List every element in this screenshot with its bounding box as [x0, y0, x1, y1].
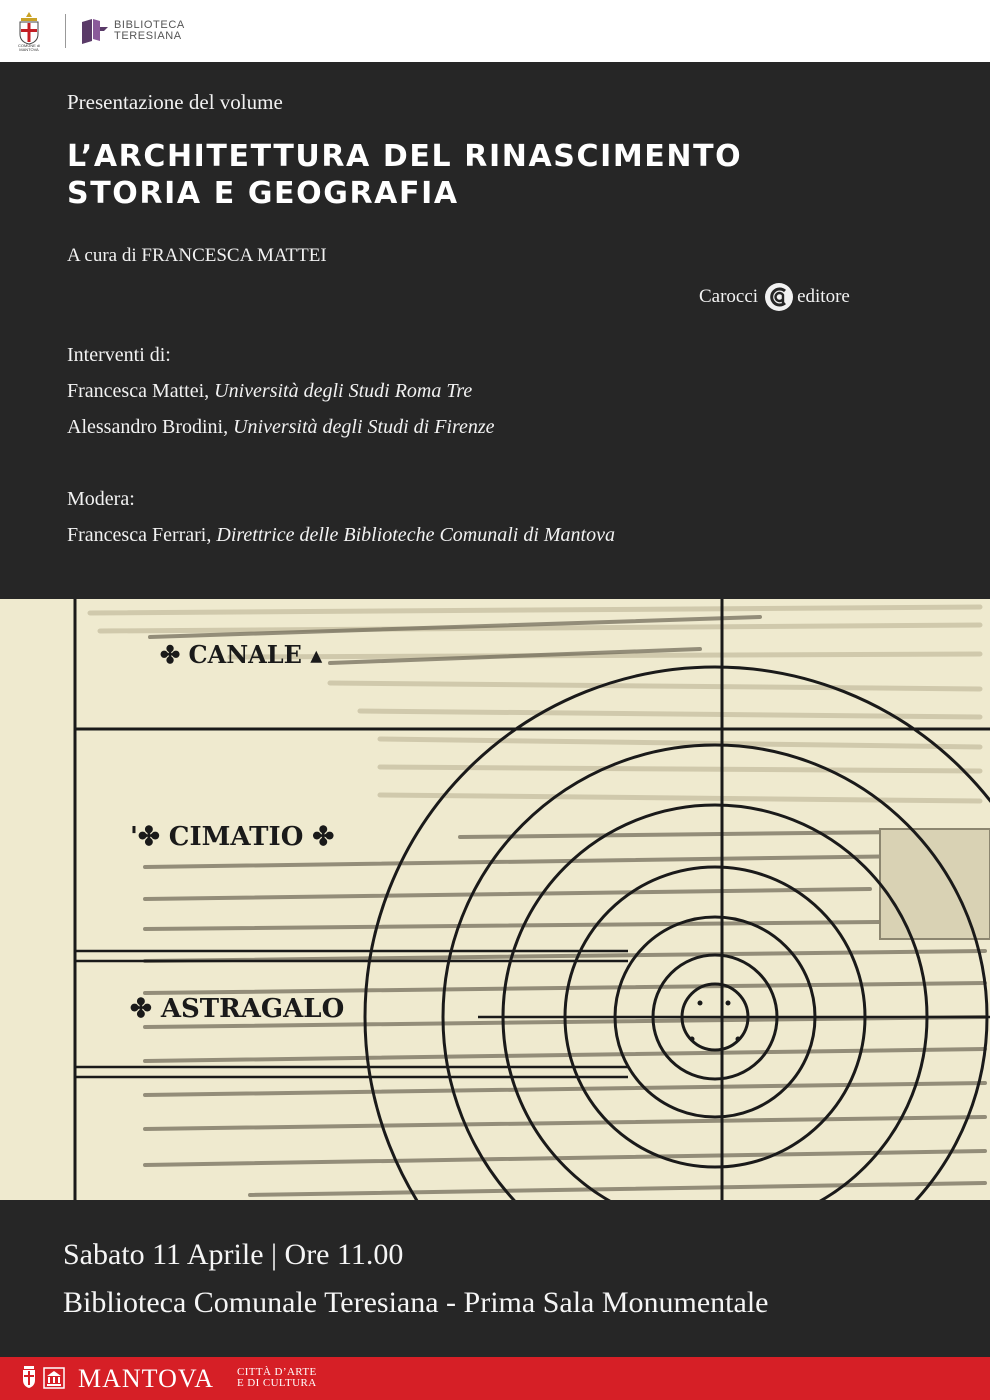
moderator-label: Modera:	[67, 488, 135, 510]
mantova-brand-bar	[0, 1357, 990, 1400]
moderator-affiliation: Direttrice delle Biblioteche Comunali di Mantova	[216, 524, 615, 546]
speaker-name: Alessandro Brodini,	[67, 416, 229, 438]
speaker-affiliation: Università degli Studi Roma Tre	[214, 380, 473, 402]
speaker-row	[67, 409, 495, 445]
wordmark-line-2: TERESIANA	[114, 30, 182, 42]
speaker-affiliation: Università degli Studi di Firenze	[233, 416, 495, 438]
moderator-block	[67, 481, 615, 553]
speakers-label: Interventi di:	[67, 344, 171, 366]
engraving-label-cimatio: '✤ CIMATIO ✤	[130, 822, 335, 852]
engraving-label-canale: ✤ CANALE ▴	[160, 640, 323, 669]
mantova-tagline	[237, 1367, 317, 1389]
speaker-name: Francesca Mattei,	[67, 380, 210, 402]
book-title	[67, 138, 742, 212]
title-line-2: STORIA E GEOGRAFIA	[67, 176, 459, 211]
moderator-name: Francesca Ferrari,	[67, 524, 212, 546]
tagline-line-2: E DI CULTURA	[237, 1377, 317, 1389]
speaker-row	[67, 373, 495, 409]
top-logo-bar	[0, 0, 990, 62]
event-date-time: Sabato 11 Aprile | Ore 11.00	[63, 1238, 404, 1271]
publisher-right: editore	[797, 286, 850, 307]
speakers-block	[67, 337, 495, 445]
biblioteca-teresiana-logo-icon	[80, 18, 110, 44]
event-header	[0, 62, 990, 599]
logo-divider	[65, 14, 66, 48]
mantova-crest-icon	[22, 1366, 36, 1390]
editor-line: A cura di FRANCESCA MATTEI	[67, 245, 327, 266]
publisher-logo	[699, 280, 850, 314]
volute-engraving-image	[0, 599, 990, 1200]
publisher-left: Carocci	[699, 286, 759, 307]
event-venue: Biblioteca Comunale Teresiana - Prima Sala Monumentale	[63, 1286, 769, 1319]
kicker: Presentazione del volume	[67, 90, 283, 114]
volute-diagram	[0, 599, 990, 1200]
title-line-1: L’ARCHITETTURA DEL RINASCIMENTO	[67, 139, 743, 174]
comune-caption: COMUNE di MANTOVA	[17, 43, 40, 52]
moderator-row	[67, 517, 615, 553]
engraving-label-astragalo: ✤ ASTRAGALO	[130, 994, 345, 1024]
tagline-line-1: CITTÀ D’ARTE	[237, 1366, 317, 1378]
mantova-wordmark: MANTOVA	[78, 1364, 215, 1393]
wordmark-line-1: BIBLIOTECA	[114, 19, 185, 31]
carocci-mark-icon	[764, 282, 794, 312]
unesco-icon	[43, 1367, 65, 1389]
event-details-footer	[0, 1200, 990, 1357]
biblioteca-teresiana-wordmark	[114, 20, 185, 42]
